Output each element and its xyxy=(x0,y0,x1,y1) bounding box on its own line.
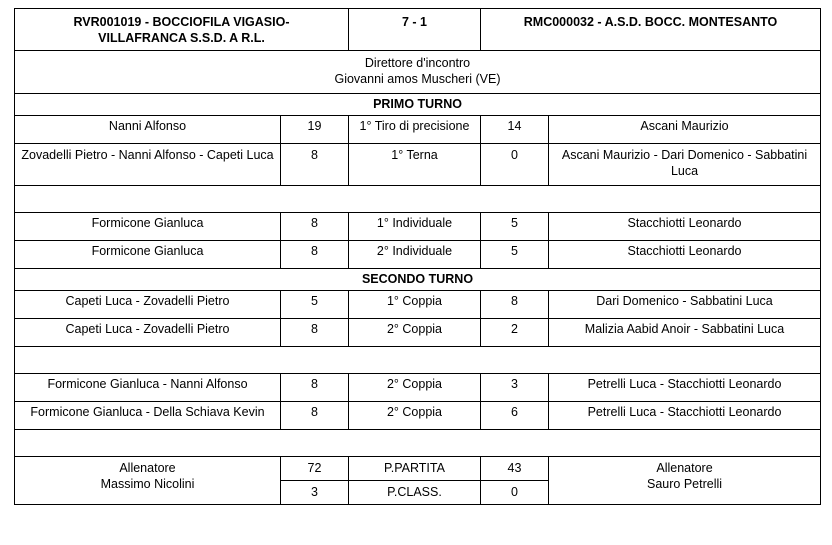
home-coach-name: Massimo Nicolini xyxy=(100,477,195,491)
section-row-secondo-turno xyxy=(15,269,821,291)
p-class-label: P.CLASS. xyxy=(349,481,481,505)
event-name: 2° Coppia xyxy=(349,374,481,402)
event-name: 1° Individuale xyxy=(349,213,481,241)
away-coach-cell xyxy=(549,457,821,505)
director-row xyxy=(15,51,821,94)
p-partita-label: P.PARTITA xyxy=(349,457,481,481)
event-name: 2° Coppia xyxy=(349,402,481,430)
match-row xyxy=(15,213,821,241)
home-team-name: RVR001019 - BOCCIOFILA VIGASIO-VILLAFRANCA S.S.D. A R.L. xyxy=(15,9,349,51)
director-name: Giovanni amos Muscheri (VE) xyxy=(334,72,501,86)
match-row xyxy=(15,319,821,347)
home-score: 8 xyxy=(281,402,349,430)
away-player: Malizia Aabid Anoir - Sabbatini Luca xyxy=(549,319,821,347)
home-player: Capeti Luca - Zovadelli Pietro xyxy=(15,291,281,319)
match-row xyxy=(15,241,821,269)
home-score: 19 xyxy=(281,116,349,144)
empty-row xyxy=(15,430,821,457)
home-score: 8 xyxy=(281,213,349,241)
match-score: 7 - 1 xyxy=(349,9,481,51)
event-name: 2° Individuale xyxy=(349,241,481,269)
home-player: Formicone Gianluca xyxy=(15,241,281,269)
event-name: 2° Coppia xyxy=(349,319,481,347)
away-team-name: RMC000032 - A.S.D. BOCC. MONTESANTO xyxy=(481,9,821,51)
director-cell xyxy=(15,51,821,94)
away-score: 0 xyxy=(481,144,549,186)
away-coach-name: Sauro Petrelli xyxy=(646,477,723,491)
p-class-home: 3 xyxy=(281,481,349,505)
home-player: Formicone Gianluca - Nanni Alfonso xyxy=(15,374,281,402)
header-row xyxy=(15,9,821,51)
away-score: 5 xyxy=(481,213,549,241)
away-player: Petrelli Luca - Stacchiotti Leonardo xyxy=(549,374,821,402)
away-coach-label: Allenatore xyxy=(656,461,713,475)
match-report-table xyxy=(14,8,821,505)
home-score: 8 xyxy=(281,319,349,347)
away-player: Stacchiotti Leonardo xyxy=(549,241,821,269)
away-score: 14 xyxy=(481,116,549,144)
p-partita-away: 43 xyxy=(481,457,549,481)
away-player: Petrelli Luca - Stacchiotti Leonardo xyxy=(549,402,821,430)
event-name: 1° Coppia xyxy=(349,291,481,319)
away-player: Ascani Maurizio xyxy=(549,116,821,144)
home-score: 8 xyxy=(281,241,349,269)
empty-cell xyxy=(15,430,821,457)
event-name: 1° Terna xyxy=(349,144,481,186)
home-player: Nanni Alfonso xyxy=(15,116,281,144)
match-row xyxy=(15,374,821,402)
home-score: 8 xyxy=(281,374,349,402)
p-partita-home: 72 xyxy=(281,457,349,481)
away-player: Dari Domenico - Sabbatini Luca xyxy=(549,291,821,319)
event-name: 1° Tiro di precisione xyxy=(349,116,481,144)
empty-cell xyxy=(15,347,821,374)
home-player: Capeti Luca - Zovadelli Pietro xyxy=(15,319,281,347)
away-score: 6 xyxy=(481,402,549,430)
section-row-primo-turno xyxy=(15,94,821,116)
empty-cell xyxy=(15,186,821,213)
match-row xyxy=(15,144,821,186)
match-row xyxy=(15,402,821,430)
away-player: Stacchiotti Leonardo xyxy=(549,213,821,241)
home-player: Zovadelli Pietro - Nanni Alfonso - Capeti Luca xyxy=(15,144,281,186)
section-title-secondo-turno: SECONDO TURNO xyxy=(15,269,821,291)
home-score: 8 xyxy=(281,144,349,186)
totals-row-partita xyxy=(15,457,821,481)
home-coach-cell xyxy=(15,457,281,505)
match-row xyxy=(15,291,821,319)
home-score: 5 xyxy=(281,291,349,319)
home-player: Formicone Gianluca - Della Schiava Kevin xyxy=(15,402,281,430)
home-coach-label: Allenatore xyxy=(119,461,176,475)
away-score: 5 xyxy=(481,241,549,269)
empty-row xyxy=(15,186,821,213)
match-row xyxy=(15,116,821,144)
away-player: Ascani Maurizio - Dari Domenico - Sabbatini Luca xyxy=(549,144,821,186)
section-title-primo-turno: PRIMO TURNO xyxy=(15,94,821,116)
home-player: Formicone Gianluca xyxy=(15,213,281,241)
away-score: 3 xyxy=(481,374,549,402)
away-score: 8 xyxy=(481,291,549,319)
director-title: Direttore d'incontro xyxy=(364,56,471,70)
empty-row xyxy=(15,347,821,374)
away-score: 2 xyxy=(481,319,549,347)
p-class-away: 0 xyxy=(481,481,549,505)
